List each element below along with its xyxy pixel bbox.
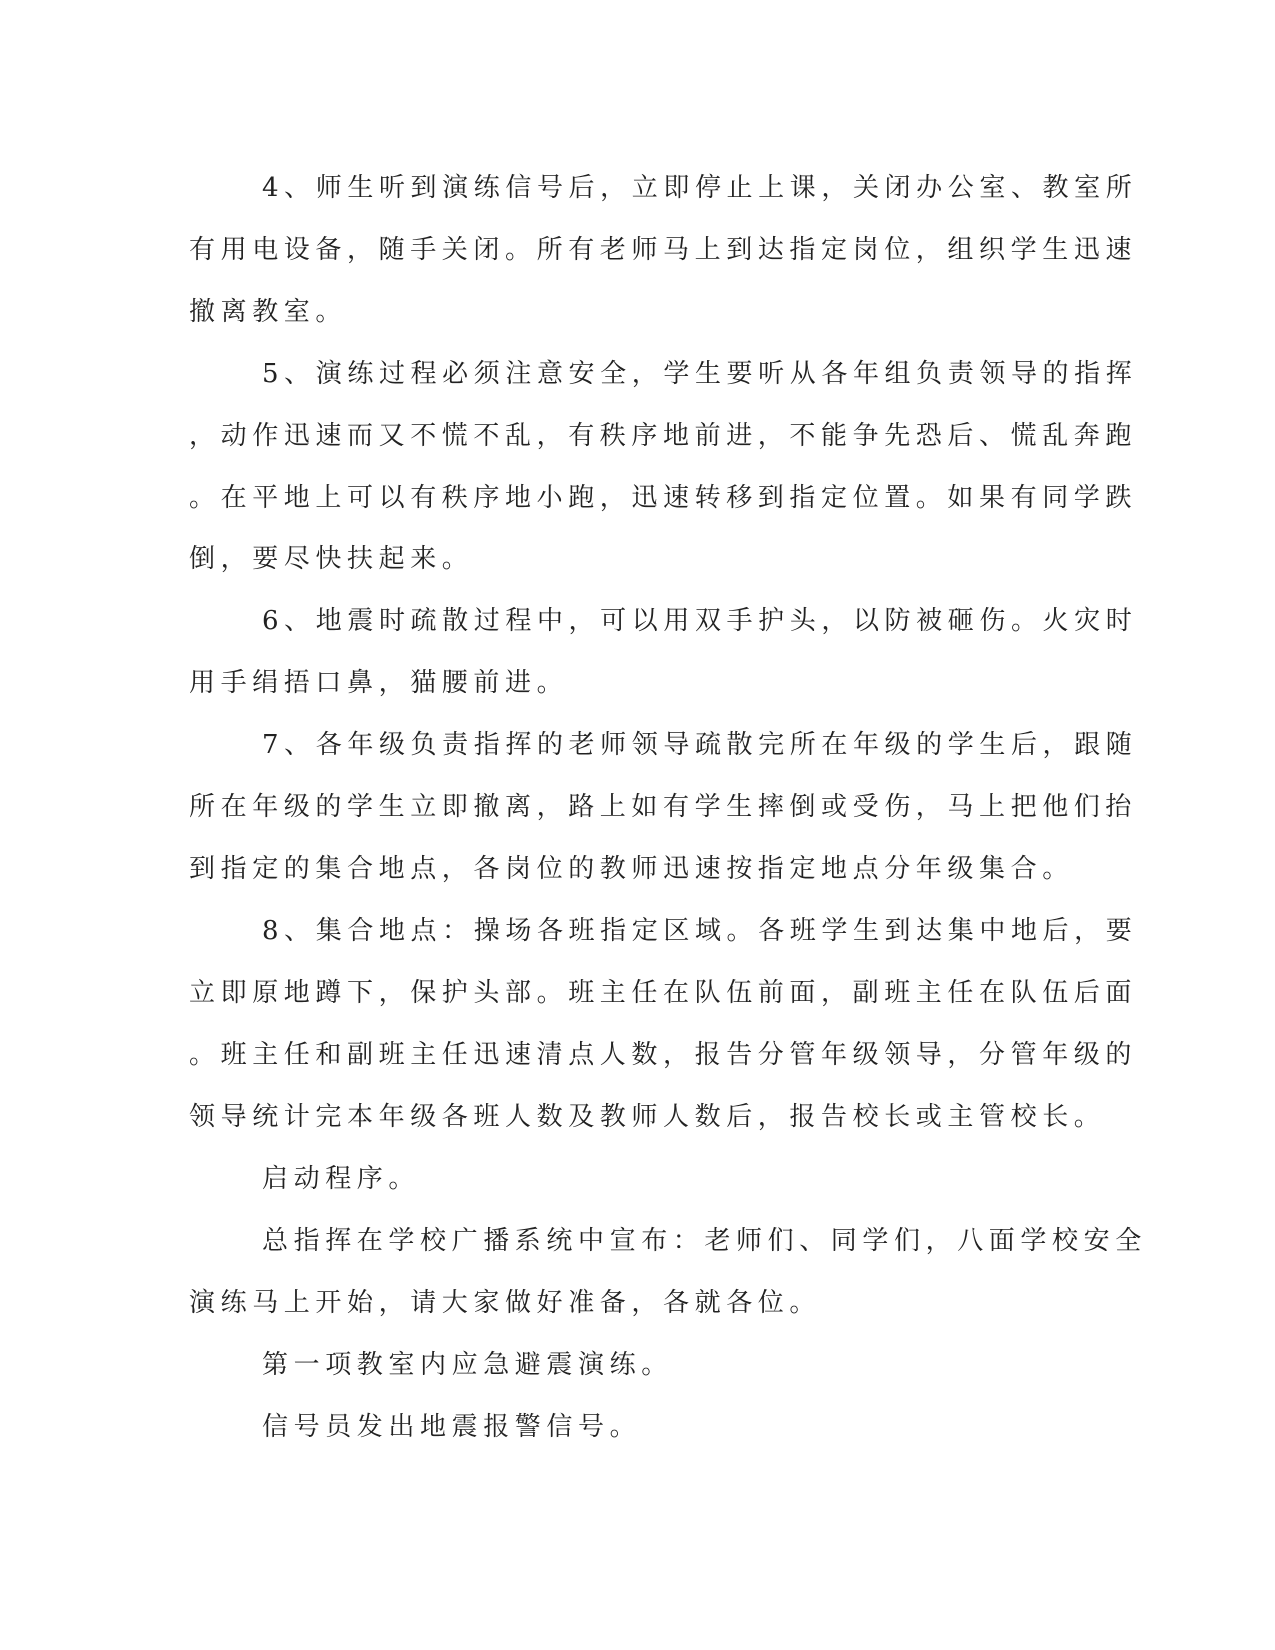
text-line: 8、集合地点：操场各班指定区域。各班学生到达集中地后，要 [262, 916, 1138, 946]
text-line: 4、师生听到演练信号后，立即停止上课，关闭办公室、教室所 [262, 173, 1138, 203]
text-line: ，动作迅速而又不慌不乱，有秩序地前进，不能争先恐后、慌乱奔跑 [189, 421, 1138, 451]
text-line: 。在平地上可以有秩序地小跑，迅速转移到指定位置。如果有同学跌 [189, 483, 1138, 513]
text-line: 第一项教室内应急避震演练。 [262, 1350, 673, 1380]
text-line: 5、演练过程必须注意安全，学生要听从各年组负责领导的指挥 [262, 359, 1138, 389]
text-line: 倒，要尽快扶起来。 [189, 544, 474, 574]
text-line: 用手绢捂口鼻，猫腰前进。 [189, 668, 569, 698]
text-line: 演练马上开始，请大家做好准备，各就各位。 [189, 1288, 822, 1318]
text-line: 。班主任和副班主任迅速清点人数，报告分管年级领导，分管年级的 [189, 1040, 1138, 1070]
text-line: 信号员发出地震报警信号。 [262, 1412, 642, 1442]
text-line: 立即原地蹲下，保护头部。班主任在队伍前面，副班主任在队伍后面 [189, 978, 1138, 1008]
text-line: 到指定的集合地点，各岗位的教师迅速按指定地点分年级集合。 [189, 854, 1074, 884]
text-line: 所在年级的学生立即撤离，路上如有学生摔倒或受伤，马上把他们抬 [189, 792, 1138, 822]
text-line: 总指挥在学校广播系统中宣布：老师们、同学们，八面学校安全 [262, 1226, 1147, 1256]
text-line: 6、地震时疏散过程中，可以用双手护头，以防被砸伤。火灾时 [262, 606, 1138, 636]
text-line: 7、各年级负责指挥的老师领导疏散完所在年级的学生后，跟随 [262, 730, 1138, 760]
text-line: 领导统计完本年级各班人数及教师人数后，报告校长或主管校长。 [189, 1102, 1106, 1132]
text-line: 撤离教室。 [189, 297, 348, 327]
text-line: 启动程序。 [262, 1164, 421, 1194]
text-line: 有用电设备，随手关闭。所有老师马上到达指定岗位，组织学生迅速 [189, 235, 1138, 265]
